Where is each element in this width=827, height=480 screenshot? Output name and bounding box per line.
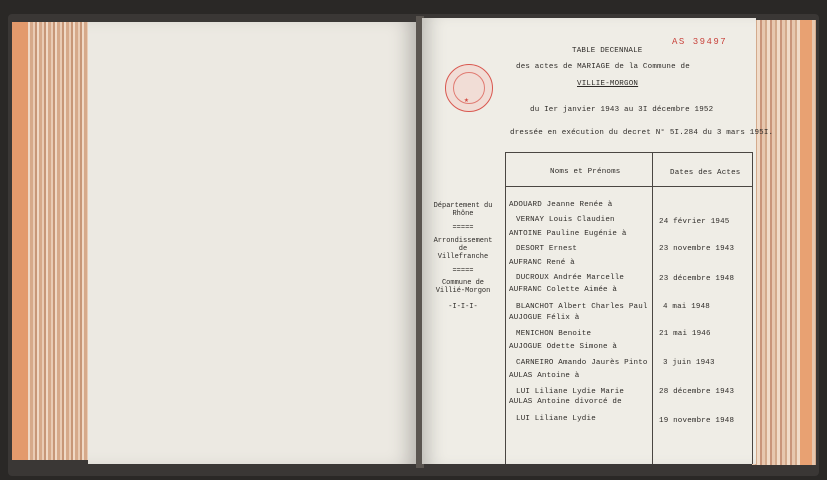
blank-left-page <box>88 22 418 464</box>
entry-line2: BLANCHOT Albert Charles Paul <box>516 303 648 311</box>
entry-line2: DESORT Ernest <box>516 245 578 253</box>
entry-line2: LUI Liliane Lydie Marie <box>516 388 625 396</box>
entry-line1: AUFRANC Colette Aimée à <box>509 286 618 294</box>
arrondissement-name: Villefranche <box>437 253 489 261</box>
entry-line1: AULAS Antoine divorcé de <box>509 398 622 406</box>
entry-date: 19 novembre 1948 <box>659 417 735 425</box>
entry-line2: CARNEIRO Amando Jaurès Pinto <box>516 359 648 367</box>
entry-line1: ADOUARD Jeanne Renée à <box>509 201 613 209</box>
entry-date: 23 novembre 1943 <box>659 245 735 253</box>
table-top-rule <box>505 152 753 153</box>
commune-name: VILLIE-MORGON <box>577 80 639 88</box>
document-subtitle: des actes de MARIAGE de la Commune de <box>516 63 690 71</box>
entry-line2: DUCROUX Andrée Marcelle <box>516 274 625 282</box>
entry-date: 28 décembre 1943 <box>659 388 735 396</box>
left-page-edges <box>12 22 92 460</box>
entry-line1: AULAS Antoine à <box>509 372 580 380</box>
entry-line1: ANTOINE Pauline Eugénie à <box>509 230 627 238</box>
entry-date: 23 décembre 1948 <box>659 275 735 283</box>
arrondissement-de: de <box>458 245 468 253</box>
table-right-rule <box>752 152 753 464</box>
entry-line2: VERNAY Louis Claudien <box>516 216 615 224</box>
entry-date: 21 mai 1946 <box>659 330 711 338</box>
right-page-edges <box>752 20 816 465</box>
column-header-dates: Dates des Actes <box>670 169 741 177</box>
separator: ===== <box>452 267 474 275</box>
entry-date: 4 mai 1948 <box>663 303 711 311</box>
commune-label-name: Villié-Morgon <box>435 287 491 295</box>
table-middle-rule <box>652 152 653 464</box>
entry-line2: MENICHON Benoite <box>516 330 592 338</box>
document-title: TABLE DECENNALE <box>572 47 643 55</box>
department-name: Rhône <box>452 210 474 218</box>
arrondissement-block <box>423 237 503 275</box>
separator: ===== <box>452 224 474 232</box>
decree-line: dressée en exécution du decret N° 5I.284 du 3 mars 195I. <box>510 129 774 137</box>
table-left-rule <box>505 152 506 464</box>
entry-date: 24 février 1945 <box>659 218 730 226</box>
entry-line1: AUFRANC René à <box>509 259 575 267</box>
archive-reference: AS 39497 <box>672 37 728 47</box>
entry-date: 3 juin 1943 <box>663 359 715 367</box>
commune-block <box>423 279 503 311</box>
department-label: Département du <box>433 202 493 210</box>
arrondissement-label: Arrondissement <box>433 237 493 245</box>
entry-line1: AUJOGUE Félix à <box>509 314 580 322</box>
official-stamp <box>445 64 493 112</box>
department-block <box>423 202 503 232</box>
commune-label: Commune de <box>441 279 484 287</box>
separator: -I-I-I- <box>448 303 478 311</box>
table-header-rule <box>505 186 753 187</box>
entry-line2: LUI Liliane Lydie <box>516 415 596 423</box>
column-header-names: Noms et Prénoms <box>550 168 621 176</box>
entry-line1: AUJOGUE Odette Simone à <box>509 343 618 351</box>
star-icon: ★ <box>464 96 469 105</box>
period-line: du Ier janvier 1943 au 3I décembre 1952 <box>530 106 714 114</box>
